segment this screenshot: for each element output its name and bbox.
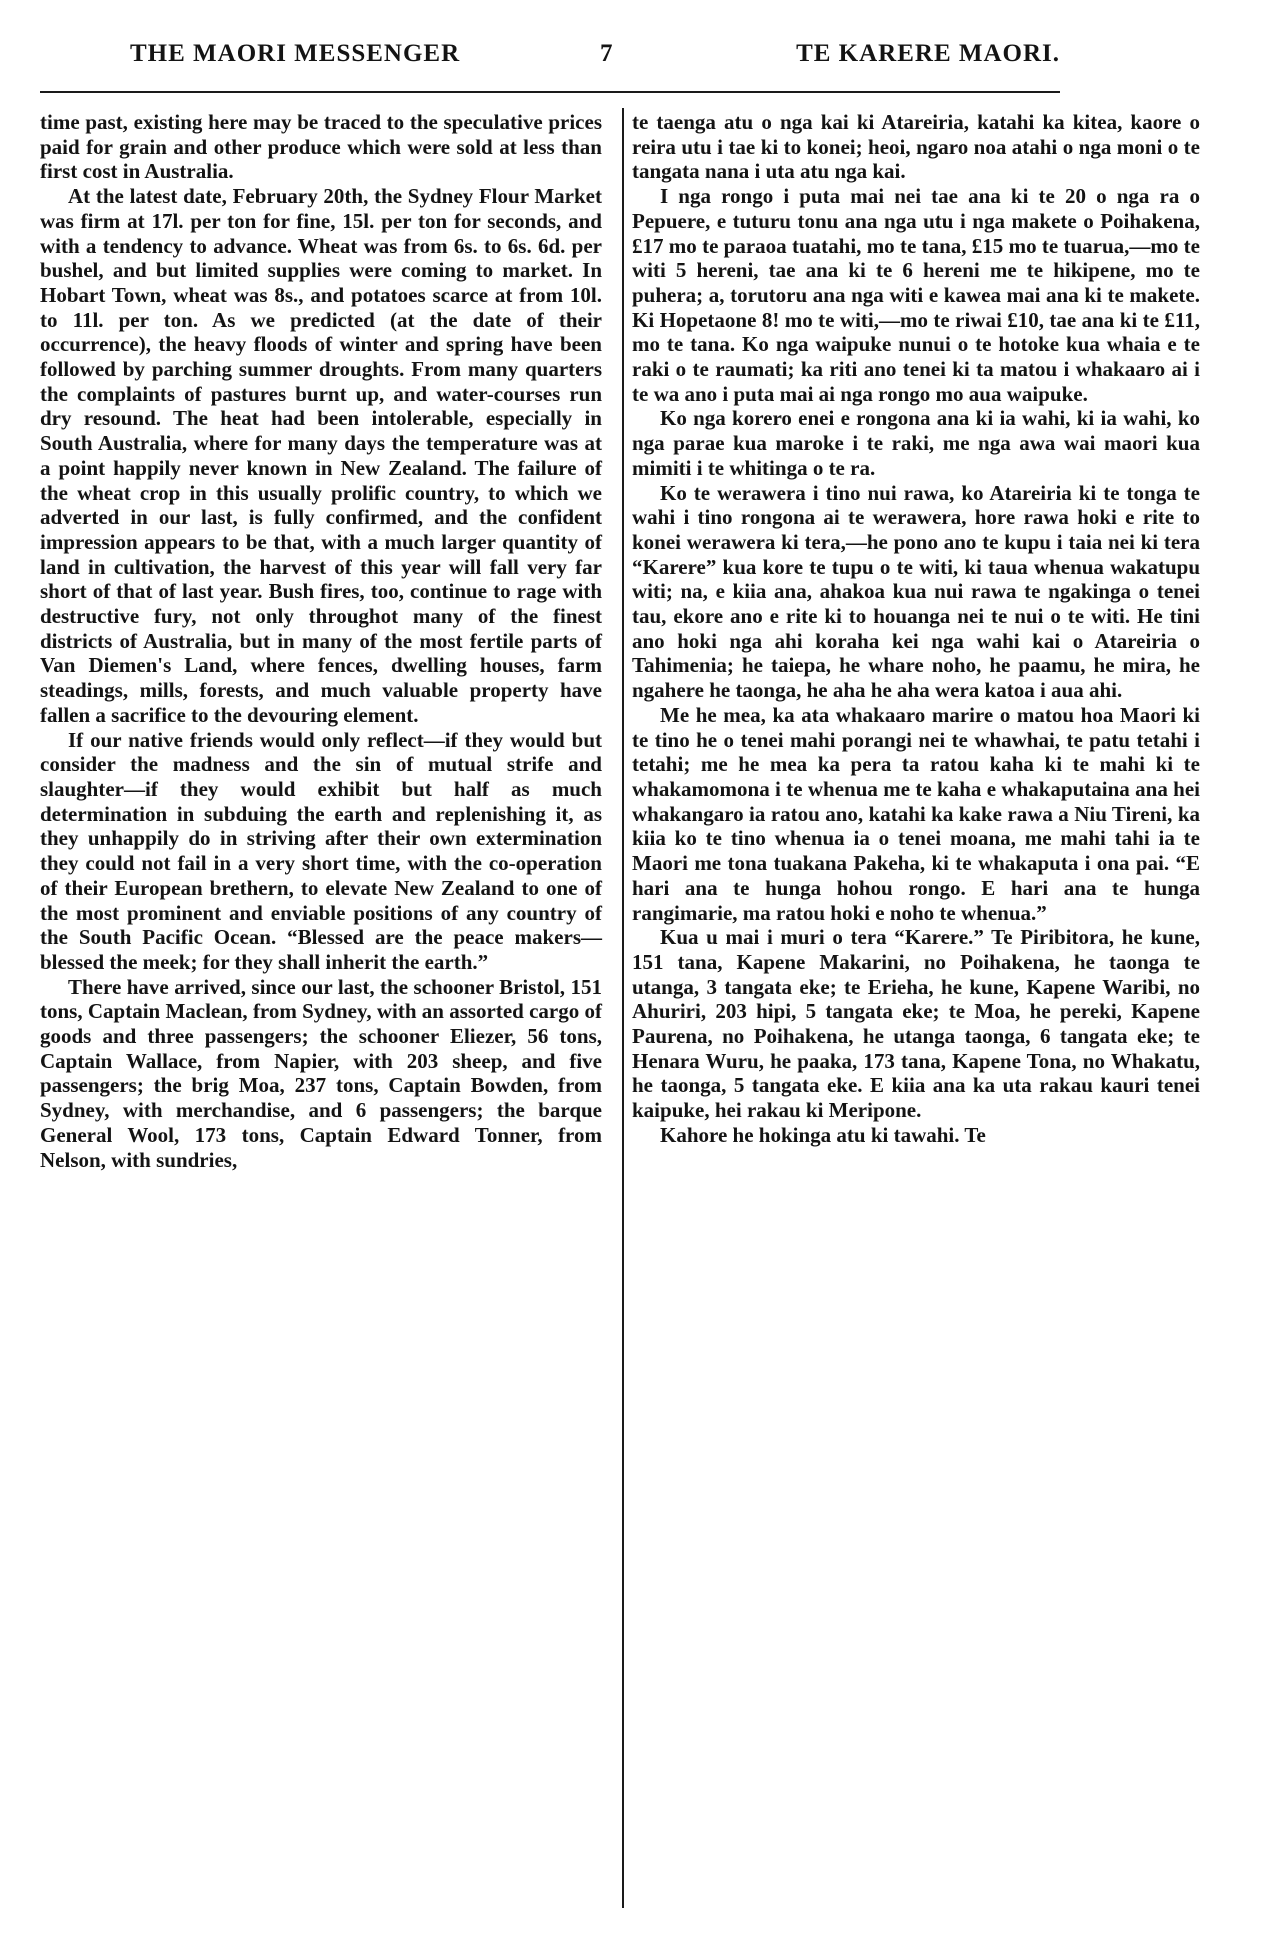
maori-paragraph: Kahore he hokinga atu ki tawahi. Te	[660, 1122, 986, 1147]
english-paragraph: At the latest date, February 20th, the Sydney Flour Market was firm at 17l. per ton for fine, 15l. per ton for seconds, and with a tendency to advance. Wheat was from 6s. to 6s. 6d. per bushel, and but limited supplies were coming to market. In Hobart Town, wheat was 8s., and potatoes scarce at from 10l. to 11l. per ton. As we predicted (at the date of their occurrence), the heavy floods of winter and spring have been followed by parching summer droughts. From many quarters the complaints of pastures burnt up, and water-courses run dry resound. The heat had been intolerable, especially in South Australia, where for many days the temperature was at a point happily never known in New Zealand. The failure of the wheat crop in this usually prolific country, to which we adverted in our last, is fully confirmed, and the confident impression appears to be that, with a much larger quantity of land in cultivation, the harvest of this year will fall very far short of that of last year. Bush fires, too, continue to rage with destructive fury, not only throughot many of the finest districts of Australia, but in many of the most fertile parts of Van Diemen's Land, where fences, dwelling houses, farm steadings, mills, forests, and much valuable property have fallen a sacrifice to the devouring element.	[40, 184, 602, 727]
column-divider	[622, 108, 624, 1908]
page-number: 7	[600, 40, 614, 67]
header-rule	[40, 91, 1060, 93]
maori-paragraph: Ko te werawera i tino nui rawa, ko Atareiria ki te tonga te wahi i tino rongona ai te werawera, hore rawa hoki e rite to konei werawera ki tera,—he pono ano te kupu i taia nei ki tera “Karere” kua kore te tupu o te witi, ki taua whenua wakatupu witi; na, e kiia ana, ahakoa kua nui rawa te ngakinga o tenei tau, ekore ano e rite ki to houanga nei te nui o te witi. He tini ano hoki nga ahi koraha kei nga wahi kai o Atareiria o Tahimenia; he taiepa, he whare noho, he paamu, he mira, he ngahere he taonga, he aha he aha wera katoa i aua ahi.	[632, 480, 1200, 703]
english-paragraph: There have arrived, since our last, the schooner Bristol, 151 tons, Captain Maclean, from Sydney, with an assorted cargo of goods and three passengers; the schooner Eliezer, 56 tons, Captain Wallace, from Napier, with 203 sheep, and five passengers; the brig Moa, 237 tons, Captain Bowden, from Sydney, with merchandise, and 6 passengers; the barque General Wool, 173 tons, Captain Edward Tonner, from Nelson, with sundries,	[40, 974, 602, 1172]
english-paragraph: time past, existing here may be traced to the speculative prices paid for grain and other produce which were sold at less than first cost in Australia.	[40, 110, 602, 184]
header-maori-title: TE KARERE MAORI.	[796, 40, 1060, 67]
maori-paragraph: Kua u mai i muri o tera “Karere.” Te Piribitora, he kune, 151 tana, Kapene Makarini, no Poihakena, he taonga te utanga, 3 tangata eke; te Erieha, he kune, Kapene Waribi, no Ahuriri, 203 hipi, 5 tangata eke; te Moa, he pereki, Kapene Paurena, no Poihakena, he utanga taonga, 6 tangata eke; te Henara Wuru, he paaka, 173 tana, Kapene Tona, no Whakatu, he taonga, 5 tangata eke. E kiia ana ka uta rakau kauri tenei kaipuke, hei rakau ki Meripone.	[632, 925, 1200, 1123]
header-english-title: THE MAORI MESSENGER	[130, 40, 461, 67]
maori-paragraph: I nga rongo i puta mai nei tae ana ki te 20 o nga ra o Pepuere, e tuturu tonu ana nga utu i nga makete o Poihakena, £17 mo te paraoa tuatahi, mo te tana, £15 mo te tuarua,—mo te witi 5 hereni, tae ana ki te 6 hereni me te hikipene, mo te puhera; a, torutoru ana nga witi e kawea mai ana ki te makete. Ki Hopetaone 8! mo te witi,—mo te riwai £10, tae ana ki te £11, mo te tana. Ko nga waipuke nunui o te hotoke kua whaia e te raki o te raumati; ka riti ano tenei ki ta matou i whakaaro ai i te wa ano i puta mai ai nga rongo mo aua waipuke.	[632, 184, 1200, 406]
page-header	[130, 40, 1060, 80]
english-paragraph: If our native friends would only reflect—if they would but consider the madness and the sin of mutual strife and slaughter—if they would exhibit but half as much determination in subduing the earth and replenishing it, as they unhappily do in striving after their own extermination they could not fail in a very short time, with the co-operation of their European brethern, to elevate New Zealand to one of the most prominent and enviable positions of any country of the South Pacific Ocean. “Blessed are the peace makers—blessed the meek; for they shall inherit the earth.”	[40, 727, 602, 974]
maori-paragraph: te taenga atu o nga kai ki Atareiria, katahi ka kitea, kaore o reira utu i tae ki to konei; heoi, ngaro noa atahi o nga moni o te tangata nana i uta atu nga kai.	[632, 110, 1200, 184]
maori-paragraph: Ko nga korero enei e rongona ana ki ia wahi, ki ia wahi, ko nga parae kua maroke i te raki, me nga awa wai maori kua mimiti i te whitinga o te ra.	[632, 406, 1200, 480]
english-column	[40, 110, 602, 1172]
maori-column	[632, 110, 1200, 1148]
maori-paragraph: Me he mea, ka ata whakaaro marire o matou hoa Maori ki te tino he o tenei mahi porangi nei te whawhai, te patu tetahi i tetahi; me he mea ka pera ta ratou kaha ki te mahi ki te whakamomona i te whenua me te kaha e whakaputaina ana hei whakangaro ia ratou ano, katahi ka kake rawa a Niu Tireni, ka kiia ko te tino whenua ia o tenei moana, me mahi tahi ia te Maori me tona tuakana Pakeha, ki te whakaputa i ona pai. “E hari ana te hunga hohou rongo. E hari ana te hunga rangimarie, ma ratou hoki e noho te whenua.”	[632, 702, 1200, 925]
